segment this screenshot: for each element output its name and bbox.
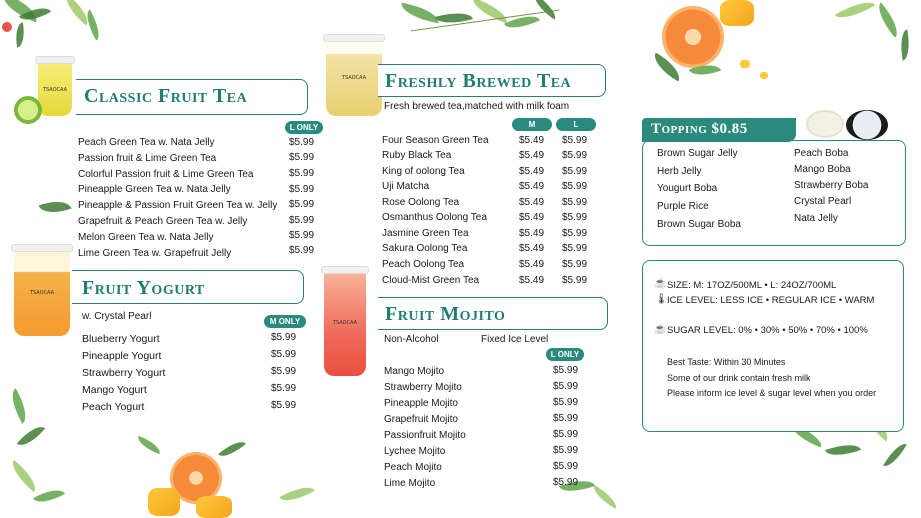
menu-item-price: $5.99 — [289, 168, 315, 179]
topping-item: Mango Boba — [794, 164, 851, 175]
cup-size-icon: ☕ — [654, 278, 667, 289]
menu-item-price-m: $5.49 — [519, 243, 545, 254]
menu-item-price-m: $5.49 — [519, 166, 545, 177]
topping-item: Nata Jelly — [794, 213, 838, 224]
menu-item-price-l: $5.99 — [562, 212, 588, 223]
menu-item-price: $5.99 — [271, 349, 297, 360]
menu-item-price: $5.99 — [271, 400, 297, 411]
menu-item-price: $5.99 — [271, 332, 297, 343]
menu-item-price: $5.99 — [289, 245, 315, 256]
drink-image-fruit-yogurt: TSAOCAA — [14, 250, 70, 336]
drink-image-freshly-brewed-tea: TSAOCAA — [326, 40, 382, 116]
menu-item: Jasmine Green Tea — [382, 228, 469, 239]
topping-item: Yougurt Boba — [657, 183, 718, 194]
menu-item-price: $5.99 — [553, 429, 579, 440]
menu-item: Lychee Mojito — [384, 446, 446, 457]
menu-item: Peach Yogurt — [82, 401, 145, 413]
topping-item: Crystal Pearl — [794, 196, 852, 207]
menu-item: Colorful Passion fruit & Lime Green Tea — [78, 169, 254, 180]
menu-item-price-l: $5.99 — [562, 181, 588, 192]
menu-item-price-m: $5.49 — [519, 259, 545, 270]
menu-item-price-l: $5.99 — [562, 150, 588, 161]
topping-bowl-image — [846, 110, 888, 140]
drink-image-classic-fruit-tea: TSAOCAA — [38, 62, 72, 116]
menu-item: Pineapple Yogurt — [82, 350, 162, 362]
topping-item: Brown Sugar Boba — [657, 219, 741, 230]
menu-item: Ruby Black Tea — [382, 150, 452, 161]
menu-item-price: $5.99 — [289, 215, 315, 226]
menu-item-price: $5.99 — [271, 383, 297, 394]
menu-item-price: $5.99 — [553, 397, 579, 408]
menu-item: Grapefruit & Peach Green Tea w. Jelly — [78, 216, 248, 227]
menu-item-price: $5.99 — [289, 199, 315, 210]
topping-item: Strawberry Boba — [794, 180, 869, 191]
menu-item-price-l: $5.99 — [562, 259, 588, 270]
topping-item: Peach Boba — [794, 148, 849, 159]
menu-item-price: $5.99 — [553, 445, 579, 456]
fruit-yogurt-size-pill: M ONLY — [264, 315, 306, 328]
freshly-brewed-tea-size-l: L — [556, 118, 596, 131]
menu-item: Lime Mojito — [384, 478, 436, 489]
topping-title: Topping $0.85 — [651, 121, 748, 137]
menu-item: Passionfruit Mojito — [384, 430, 466, 441]
menu-item-price-l: $5.99 — [562, 197, 588, 208]
menu-item: Peach Oolong Tea — [382, 259, 465, 270]
info-note-best-taste: Best Taste: Within 30 Minutes — [667, 357, 786, 367]
menu-item-price-m: $5.49 — [519, 275, 545, 286]
menu-item-price: $5.99 — [553, 381, 579, 392]
menu-item-price: $5.99 — [553, 477, 579, 488]
menu-item: Peach Mojito — [384, 462, 442, 473]
menu-item-price-m: $5.49 — [519, 197, 545, 208]
menu-item: Peach Green Tea w. Nata Jelly — [78, 137, 215, 148]
fruit-yogurt-subtitle: w. Crystal Pearl — [82, 311, 152, 322]
menu-item-price: $5.99 — [289, 152, 315, 163]
menu-item-price-l: $5.99 — [562, 135, 588, 146]
decor-lime — [14, 96, 42, 124]
menu-item: Pineapple Mojito — [384, 398, 458, 409]
menu-item-price: $5.99 — [289, 184, 315, 195]
menu-item-price: $5.99 — [553, 461, 579, 472]
fruit-mojito-size-pill: L ONLY — [546, 348, 584, 361]
menu-item: Blueberry Yogurt — [82, 333, 160, 345]
menu-item: Strawberry Yogurt — [82, 367, 166, 379]
menu-item: Cloud-Mist Green Tea — [382, 275, 480, 286]
menu-item: Rose Oolong Tea — [382, 197, 460, 208]
menu-item-price-m: $5.49 — [519, 228, 545, 239]
menu-item: Grapefruit Mojito — [384, 414, 458, 425]
fruit-yogurt-title: Fruit Yogurt — [82, 277, 205, 299]
menu-item-price-l: $5.99 — [562, 166, 588, 177]
info-sugar-level: SUGAR LEVEL: 0% • 30% • 50% • 70% • 100% — [667, 325, 868, 336]
menu-item: Pineapple Green Tea w. Nata Jelly — [78, 184, 231, 195]
menu-item-price-m: $5.49 — [519, 150, 545, 161]
menu-item: Strawberry Mojito — [384, 382, 462, 393]
menu-item: Passion fruit & Lime Green Tea — [78, 153, 217, 164]
menu-item: Mango Yogurt — [82, 384, 147, 396]
fruit-mojito-title: Fruit Mojito — [385, 303, 506, 325]
menu-item-price-m: $5.49 — [519, 212, 545, 223]
freshly-brewed-tea-size-m: M — [512, 118, 552, 131]
info-note-order: Please inform ice level & sugar level when you order — [667, 388, 877, 398]
menu-item: Lime Green Tea w. Grapefruit Jelly — [78, 248, 232, 259]
menu-item: King of oolong Tea — [382, 166, 465, 177]
menu-item: Pineapple & Passion Fruit Green Tea w. Jelly — [78, 200, 278, 211]
info-note-milk: Some of our drink contain fresh milk — [667, 373, 811, 383]
menu-item-price: $5.99 — [553, 413, 579, 424]
menu-item-price-l: $5.99 — [562, 243, 588, 254]
menu-item-price: $5.99 — [289, 137, 315, 148]
menu-item-price-m: $5.49 — [519, 181, 545, 192]
sugar-icon: ☕ — [654, 324, 667, 335]
menu-item-price-l: $5.99 — [562, 275, 588, 286]
menu-item: Osmanthus Oolong Tea — [382, 212, 487, 223]
menu-item: Four Season Green Tea — [382, 135, 489, 146]
info-size: SIZE: M: 17OZ/500ML • L: 24OZ/700ML — [667, 280, 837, 291]
menu-item-price: $5.99 — [553, 365, 579, 376]
thermometer-icon: 🌡 — [655, 294, 668, 305]
menu-item: Uji Matcha — [382, 181, 430, 192]
classic-fruit-tea-size-pill: L ONLY — [285, 121, 323, 134]
drink-image-fruit-mojito: TSAOCAA — [324, 272, 366, 376]
classic-fruit-tea-title: Classic Fruit Tea — [84, 85, 248, 107]
fruit-mojito-note-right: Fixed Ice Level — [481, 334, 549, 345]
fruit-mojito-note-left: Non-Alcohol — [384, 334, 439, 345]
menu-item-price-l: $5.99 — [562, 228, 588, 239]
topping-item: Herb Jelly — [657, 166, 702, 177]
topping-item: Purple Rice — [657, 201, 709, 212]
menu-item-price: $5.99 — [271, 366, 297, 377]
menu-item-price: $5.99 — [289, 230, 315, 241]
menu-item: Sakura Oolong Tea — [382, 243, 468, 254]
info-ice-level: ICE LEVEL: LESS ICE • REGULAR ICE • WARM — [667, 295, 875, 306]
freshly-brewed-tea-title: Freshly Brewed Tea — [385, 70, 572, 92]
menu-item-price-m: $5.49 — [519, 135, 545, 146]
topping-bowl-image — [806, 110, 844, 138]
freshly-brewed-tea-subtitle: Fresh brewed tea,matched with milk foam — [384, 101, 570, 112]
topping-item: Brown Sugar Jelly — [657, 148, 738, 159]
menu-item: Melon Green Tea w. Nata Jelly — [78, 232, 214, 243]
menu-item: Mango Mojito — [384, 366, 445, 377]
